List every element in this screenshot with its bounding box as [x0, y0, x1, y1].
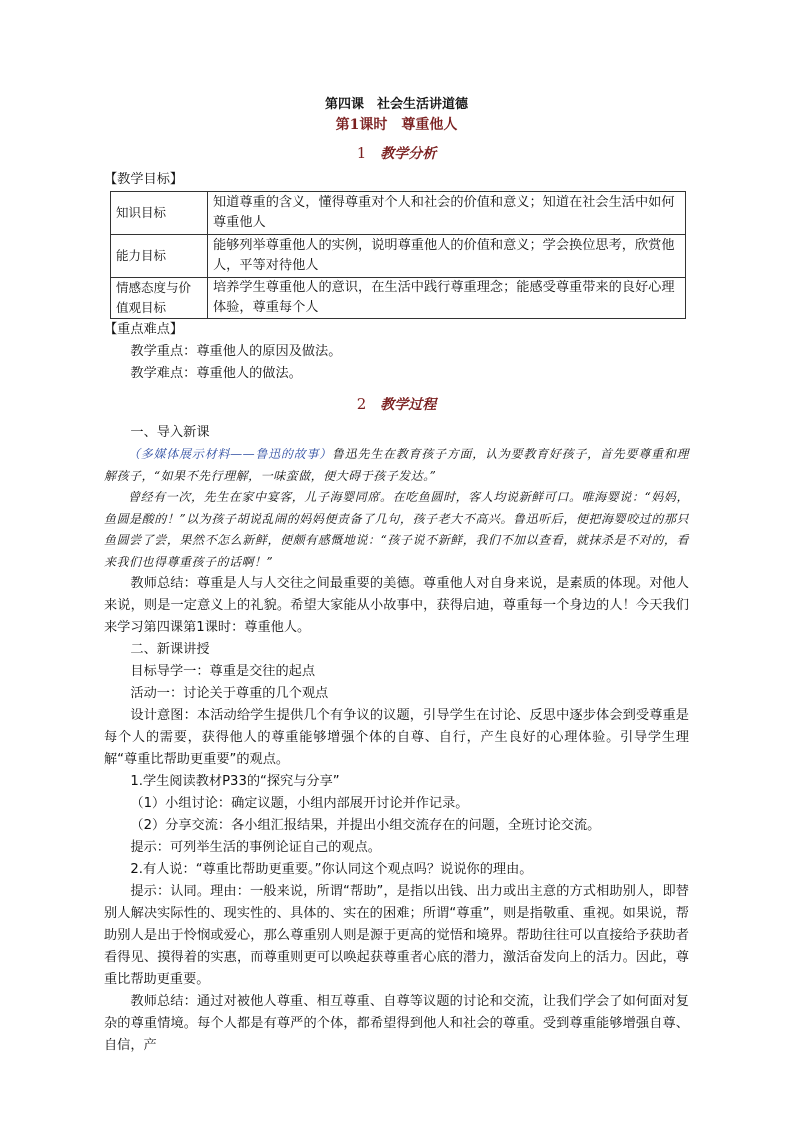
lesson-title: 第1课时 尊重他人	[335, 117, 458, 133]
hint-text: 提示：认同。理由：一般来说，所谓“帮助”，是指以出钱、出力或出主意的方式相助别人，即替别人解决实际性的、现实性的、具体的、实在的困难；所谓“尊重”，则是指敬重、重视。如果说，帮助别人是出于怜悯或爱心，那么尊重别人则是源于更高的觉悟和境界。帮助往往可以直接给予获助者看得见、摸得着的实惠，而尊重则更可以唤起获尊重者心底的潜力，激活奋发向上的活力。因此，尊重比帮助更重要。	[104, 884, 689, 987]
story-tag: （多媒体展示材料——鲁迅的故事）	[128, 447, 332, 461]
intro-heading: 一、导入新课	[130, 425, 210, 440]
row-label: 情感态度与价值观目标	[111, 278, 208, 319]
activity-heading: 活动一：讨论关于尊重的几个观点	[130, 686, 329, 701]
list-item: （1）小组讨论：确定议题，小组内部展开讨论并作记录。	[130, 796, 469, 811]
row-text: 培养学生尊重他人的意识，在生活中践行尊重理念；能感受尊重带来的良好心理体验，尊重每个人	[208, 278, 686, 319]
objectives-heading: 【教学目标】	[104, 172, 184, 187]
row-label: 知识目标	[111, 192, 208, 235]
story-text: 鲁迅先生在教育孩子方面，认为要教育好孩子，首先要尊重和理解孩子，“如果不先行理解，一味蛮做，便大碍于孩子发达。”	[104, 447, 689, 483]
section-heading-process	[104, 393, 689, 416]
objectives-table	[110, 191, 686, 319]
intro-summary: 教师总结：尊重是人与人交往之间最重要的美德。尊重他人对自身来说，是素质的体现。对他人来说，则是一定意义上的礼貌。希望大家能从小故事中，获得启迪，尊重每一个身边的人！今天我们来学习第四课第1课时：尊重他人。	[104, 576, 689, 635]
table-row	[111, 278, 686, 319]
section-number: 1	[356, 144, 367, 162]
difficulty-text: 教学难点：尊重他人的做法。	[130, 366, 302, 381]
list-item: （2）分享交流：各小组汇报结果，并提出小组交流存在的问题，全班讨论交流。	[130, 818, 601, 833]
hint-text: 提示：可列举生活的事例论证自己的观点。	[130, 840, 381, 855]
list-item: 2.有人说：“尊重比帮助更重要。”你认同这个观点吗？说说你的理由。	[130, 862, 533, 877]
lecture-heading: 二、新课讲授	[130, 642, 210, 657]
section-number: 2	[356, 395, 367, 413]
teacher-summary: 教师总结：通过对被他人尊重、相互尊重、自尊等议题的讨论和交流，让我们学会了如何面对复杂的尊重情境。每个人都是有尊严的个体，都希望得到他人和社会的尊重。受到尊重能够增强自尊、自信，产	[104, 994, 689, 1053]
row-text: 能够列举尊重他人的实例，说明尊重他人的价值和意义；学会换位思考，欣赏他人，平等对待他人	[208, 235, 686, 278]
section-heading-analysis	[104, 142, 689, 165]
table-row	[111, 192, 686, 235]
row-label: 能力目标	[111, 235, 208, 278]
table-row	[111, 235, 686, 278]
list-item: 1.学生阅读教材P33的“探究与分享”	[130, 774, 340, 789]
document-page	[104, 96, 689, 1057]
keypoints-heading: 【重点难点】	[104, 322, 184, 337]
row-text: 知道尊重的含义，懂得尊重对个人和社会的价值和意义；知道在社会生活中如何尊重他人	[208, 192, 686, 235]
section-title: 教学分析	[380, 146, 437, 162]
goal-heading: 目标导学一：尊重是交往的起点	[130, 664, 316, 679]
story-paragraph-2: 曾经有一次，先生在家中宴客，儿子海婴同席。在吃鱼圆时，客人均说新鲜可口。唯海婴说：“妈妈，鱼圆是酸的！”以为孩子胡说乱闹的妈妈便责备了几句，孩子老大不高兴。鲁迅听后，便把海婴咬过的那只鱼圆尝了尝，果然不怎么新鲜，便颇有感慨地说：“孩子说不新鲜，我们不加以查看，就抹杀是不对的，看来我们也得尊重孩子的话啊！”	[104, 490, 689, 569]
design-intent: 设计意图：本活动给学生提供几个有争议的议题，引导学生在讨论、反思中逐步体会到受尊重是每个人的需要，获得他人的尊重能够增强个体的自尊、自行，产生良好的心理体验。引导学生理解“尊重比帮助更重要”的观点。	[104, 708, 689, 767]
story-paragraph-1	[104, 444, 689, 487]
section-title: 教学过程	[380, 397, 437, 413]
focus-text: 教学重点：尊重他人的原因及做法。	[130, 344, 342, 359]
unit-title: 第四课 社会生活讲道德	[324, 97, 468, 112]
